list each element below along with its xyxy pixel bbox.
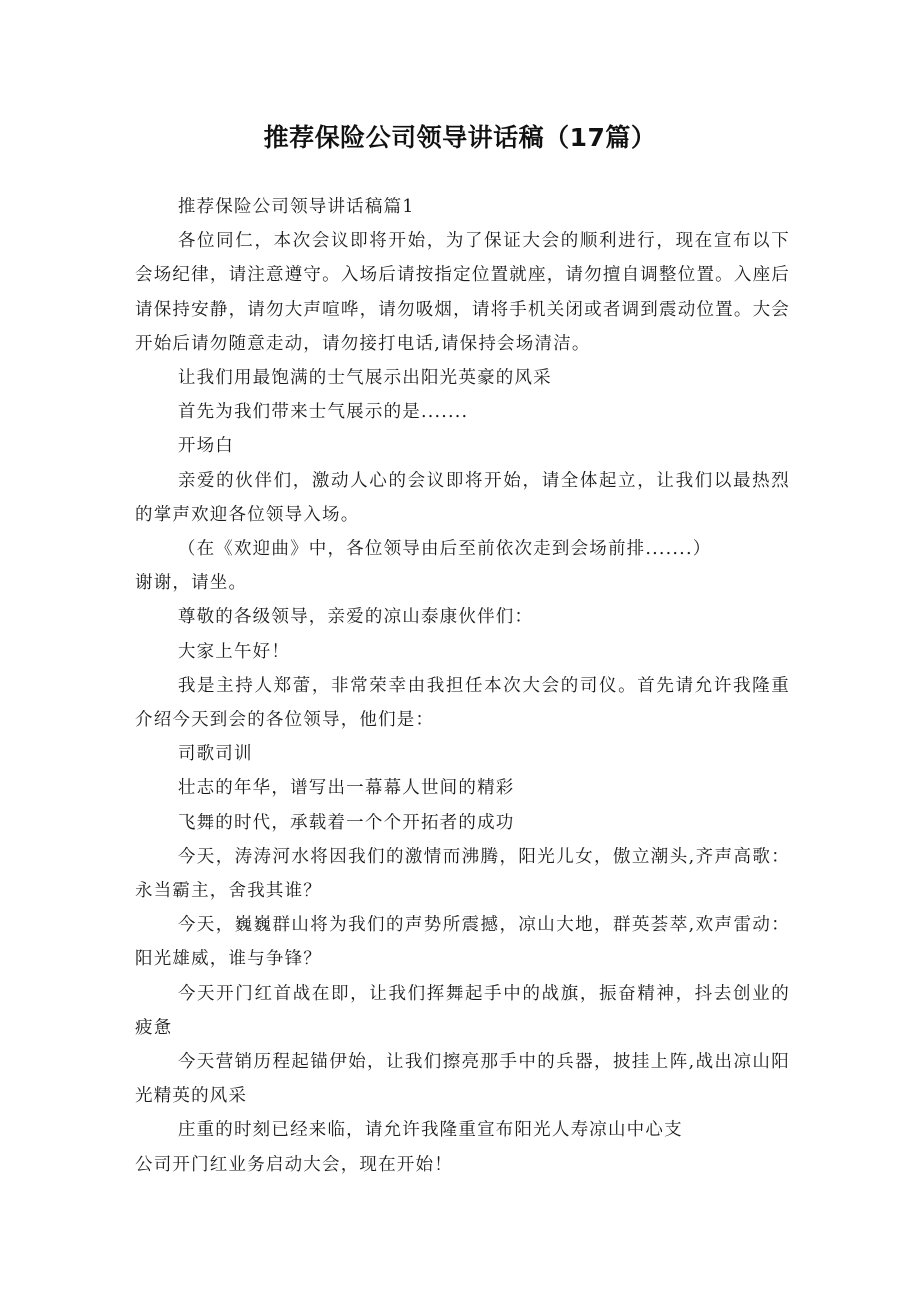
paragraph: （在《欢迎曲》中，各位领导由后至前依次走到会场前排.......） [177, 539, 712, 560]
paragraph: 司歌司训 [177, 744, 253, 765]
paragraph: 今天营销历程起锚伊始，让我们擦亮那手中的兵器，披挂上阵,战出凉山阳光精英的风采 [135, 1052, 790, 1107]
paragraph: 尊敬的各级领导，亲爱的凉山泰康伙伴们： [177, 607, 534, 628]
document-body [135, 190, 790, 1182]
section-heading: 推荐保险公司领导讲话稿篇1 [177, 197, 415, 217]
paragraph: 今天开门红首战在即，让我们挥舞起手中的战旗，振奋精神，抖去创业的疲惫 [135, 983, 790, 1038]
paragraph: 首先为我们带来士气展示的是....... [177, 402, 469, 423]
paragraph: 公司开门红业务启动大会，现在开始！ [135, 1154, 453, 1175]
document-title: 推荐保险公司领导讲话稿（17篇） [263, 123, 657, 152]
paragraph: 庄重的时刻已经来临，请允许我隆重宣布阳光人寿凉山中心支 [177, 1120, 683, 1141]
paragraph: 亲爱的伙伴们，激动人心的会议即将开始，请全体起立，让我们以最热烈的掌声欢迎各位领导入场。 [135, 470, 790, 525]
paragraph: 谢谢，请坐。 [135, 573, 248, 594]
paragraph: 今天，涛涛河水将因我们的激情而沸腾，阳光儿女，傲立潮头,齐声高歌：永当霸主，舍我其谁？ [135, 846, 790, 902]
paragraph: 大家上午好！ [177, 641, 291, 662]
paragraph: 飞舞的时代，承载着一个个开拓者的成功 [177, 812, 515, 833]
paragraph: 壮志的年华，谱写出一幕幕人世间的精彩 [177, 778, 515, 799]
paragraph: 各位同仁，本次会议即将开始，为了保证大会的顺利进行，现在宣布以下会场纪律，请注意遵守。入场后请按指定位置就座，请勿擅自调整位置。入座后请保持安静，请勿大声喧哗，请勿吸烟，请将手机关闭或者调到震动位置。大会开始后请勿随意走动，请勿接打电话,请保持会场清洁。 [135, 231, 790, 354]
paragraph: 我是主持人郑蕾，非常荣幸由我担任本次大会的司仪。首先请允许我隆重介绍今天到会的各位领导，他们是： [135, 675, 790, 731]
paragraph: 今天，巍巍群山将为我们的声势所震撼，凉山大地，群英荟萃,欢声雷动：阳光雄威，谁与争锋？ [135, 915, 790, 970]
paragraph: 开场白 [177, 436, 234, 457]
paragraph: 让我们用最饱满的士气展示出阳光英豪的风采 [177, 368, 552, 389]
